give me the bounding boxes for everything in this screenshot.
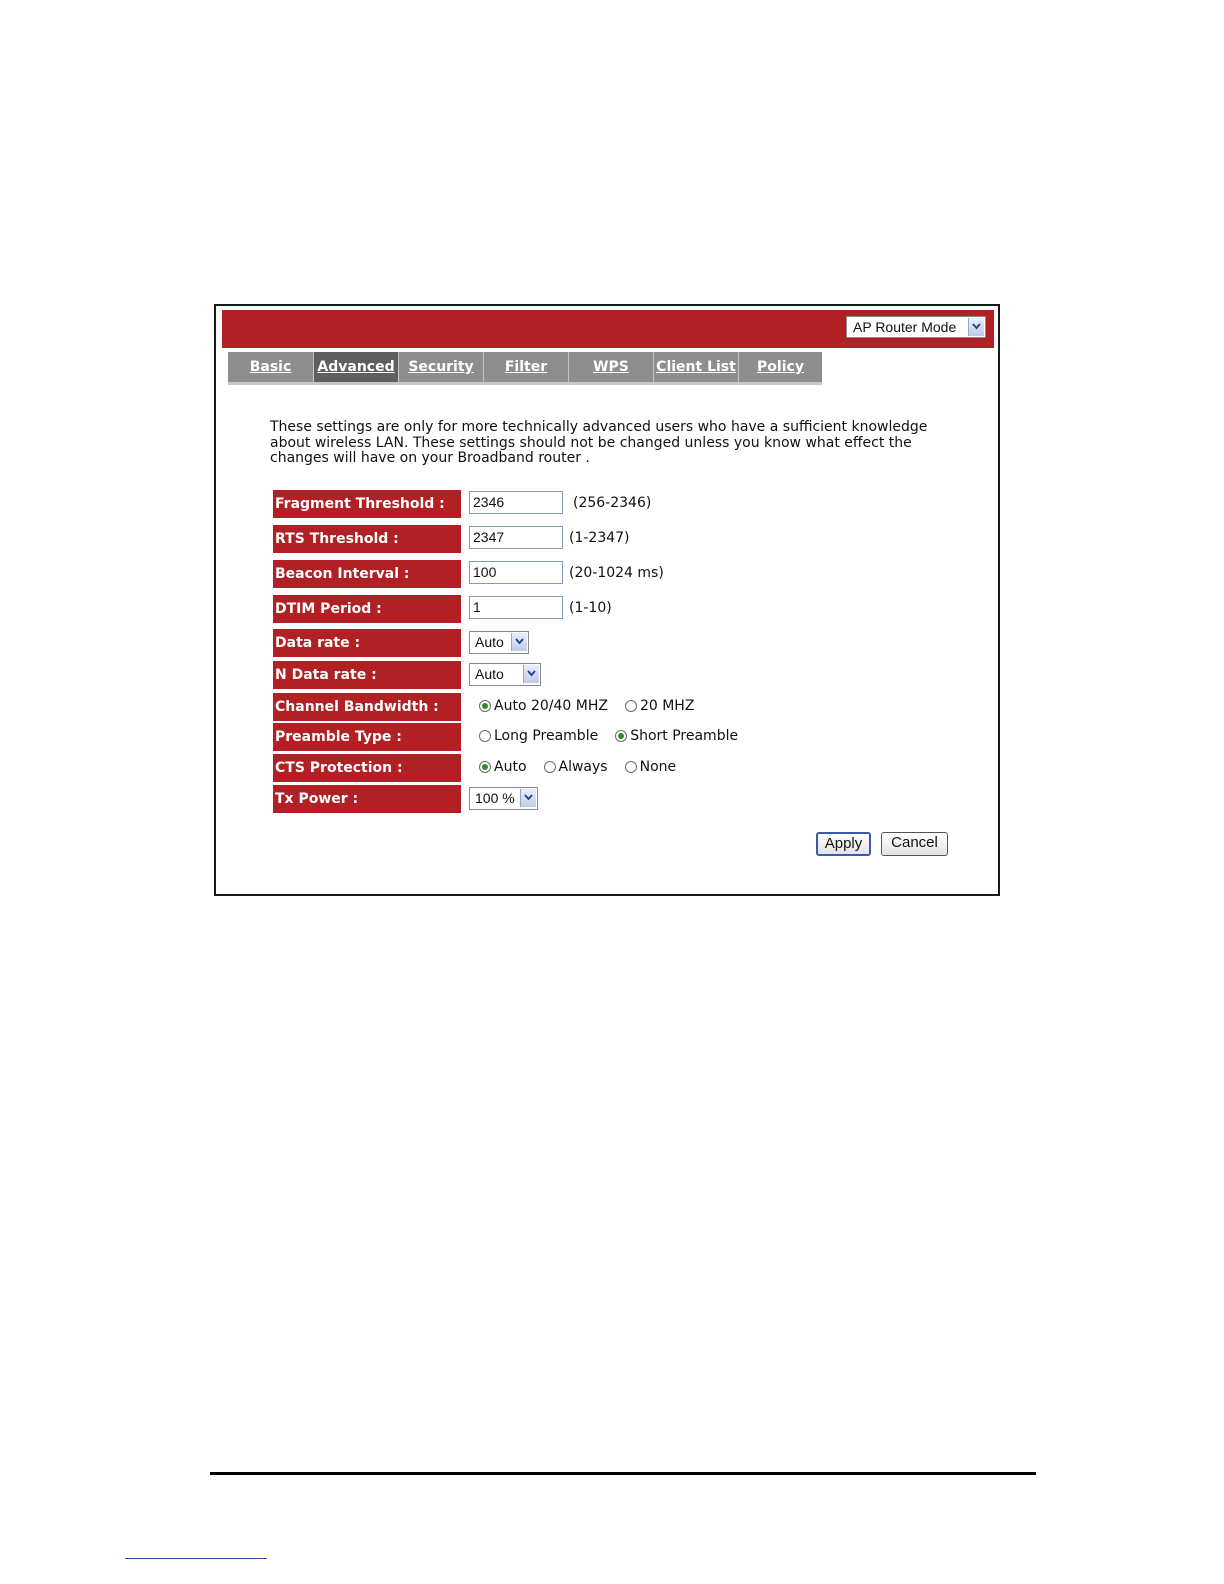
header-bar [222,310,994,348]
dtim-period-hint: (1-10) [569,600,612,616]
tab-policy[interactable]: Policy [739,352,822,382]
rts-threshold-row [273,525,873,553]
tab-basic[interactable]: Basic [228,352,314,382]
channel-bw-auto-option[interactable]: Auto 20/40 MHZ [479,698,608,714]
preamble-long-option[interactable]: Long Preamble [479,728,598,744]
radio-selected-icon[interactable] [615,730,627,742]
n-data-rate-label: N Data rate : [273,661,461,689]
rts-threshold-input[interactable]: 2347 [469,526,563,549]
rts-threshold-hint: (1-2347) [569,530,630,546]
tx-power-label: Tx Power : [273,785,461,813]
channel-bandwidth-options [479,698,694,714]
fragment-threshold-label: Fragment Threshold : [273,490,461,518]
cts-auto-option[interactable]: Auto [479,759,527,775]
data-rate-row [273,629,873,657]
chevron-down-icon[interactable] [968,318,984,336]
beacon-interval-row [273,560,873,588]
mode-select-value: AP Router Mode [853,319,957,335]
fragment-threshold-hint: (256-2346) [573,495,652,511]
cts-protection-options [479,759,676,775]
apply-button[interactable]: Apply [816,832,871,856]
cancel-button[interactable]: Cancel [881,832,948,856]
preamble-short-option[interactable]: Short Preamble [615,728,738,744]
data-rate-select[interactable] [469,631,529,654]
dtim-period-label: DTIM Period : [273,595,461,623]
dtim-period-input[interactable]: 1 [469,596,563,619]
tab-filter[interactable]: Filter [484,352,569,382]
beacon-interval-hint: (20-1024 ms) [569,565,664,581]
tx-power-select[interactable] [469,787,538,810]
tab-security[interactable]: Security [399,352,484,382]
tx-power-value: 100 % [475,790,515,806]
channel-bw-20-option[interactable]: 20 MHZ [625,698,694,714]
tx-power-row [273,785,873,813]
chevron-down-icon[interactable] [511,633,527,651]
fragment-threshold-input[interactable]: 2346 [469,491,563,514]
channel-bandwidth-label: Channel Bandwidth : [273,693,461,721]
data-rate-label: Data rate : [273,629,461,657]
tab-client-list[interactable]: Client List [654,352,739,382]
cts-none-option[interactable]: None [625,759,677,775]
beacon-interval-input[interactable]: 100 [469,561,563,584]
chevron-down-icon[interactable] [523,665,539,683]
data-rate-value: Auto [475,634,504,650]
n-data-rate-row [273,661,873,689]
preamble-type-label: Preamble Type : [273,723,461,751]
radio-empty-icon[interactable] [544,761,556,773]
tab-bar [228,352,822,385]
preamble-type-row [273,723,873,751]
radio-selected-icon[interactable] [479,700,491,712]
tab-advanced[interactable]: Advanced [314,352,399,382]
n-data-rate-select[interactable] [469,663,541,686]
chevron-down-icon[interactable] [520,789,536,807]
tab-wps[interactable]: WPS [569,352,654,382]
footer-divider [210,1472,1036,1475]
cts-protection-label: CTS Protection : [273,754,461,782]
beacon-interval-label: Beacon Interval : [273,560,461,588]
radio-empty-icon[interactable] [479,730,491,742]
rts-threshold-label: RTS Threshold : [273,525,461,553]
cts-protection-row [273,754,873,782]
radio-empty-icon[interactable] [625,700,637,712]
n-data-rate-value: Auto [475,666,504,682]
router-settings-panel [214,304,1000,896]
radio-selected-icon[interactable] [479,761,491,773]
intro-text: These settings are only for more technically advanced users who have a sufficient knowledge about wireless LAN. These settings should not be changed unless you know what effect the changes will have on your Broadband router . [270,419,928,466]
mode-select[interactable] [846,316,986,338]
dtim-period-row [273,595,873,623]
footnote-divider [125,1558,267,1559]
channel-bandwidth-row [273,693,873,721]
radio-empty-icon[interactable] [625,761,637,773]
cts-always-option[interactable]: Always [544,759,608,775]
fragment-threshold-row [273,490,873,518]
preamble-type-options [479,728,738,744]
